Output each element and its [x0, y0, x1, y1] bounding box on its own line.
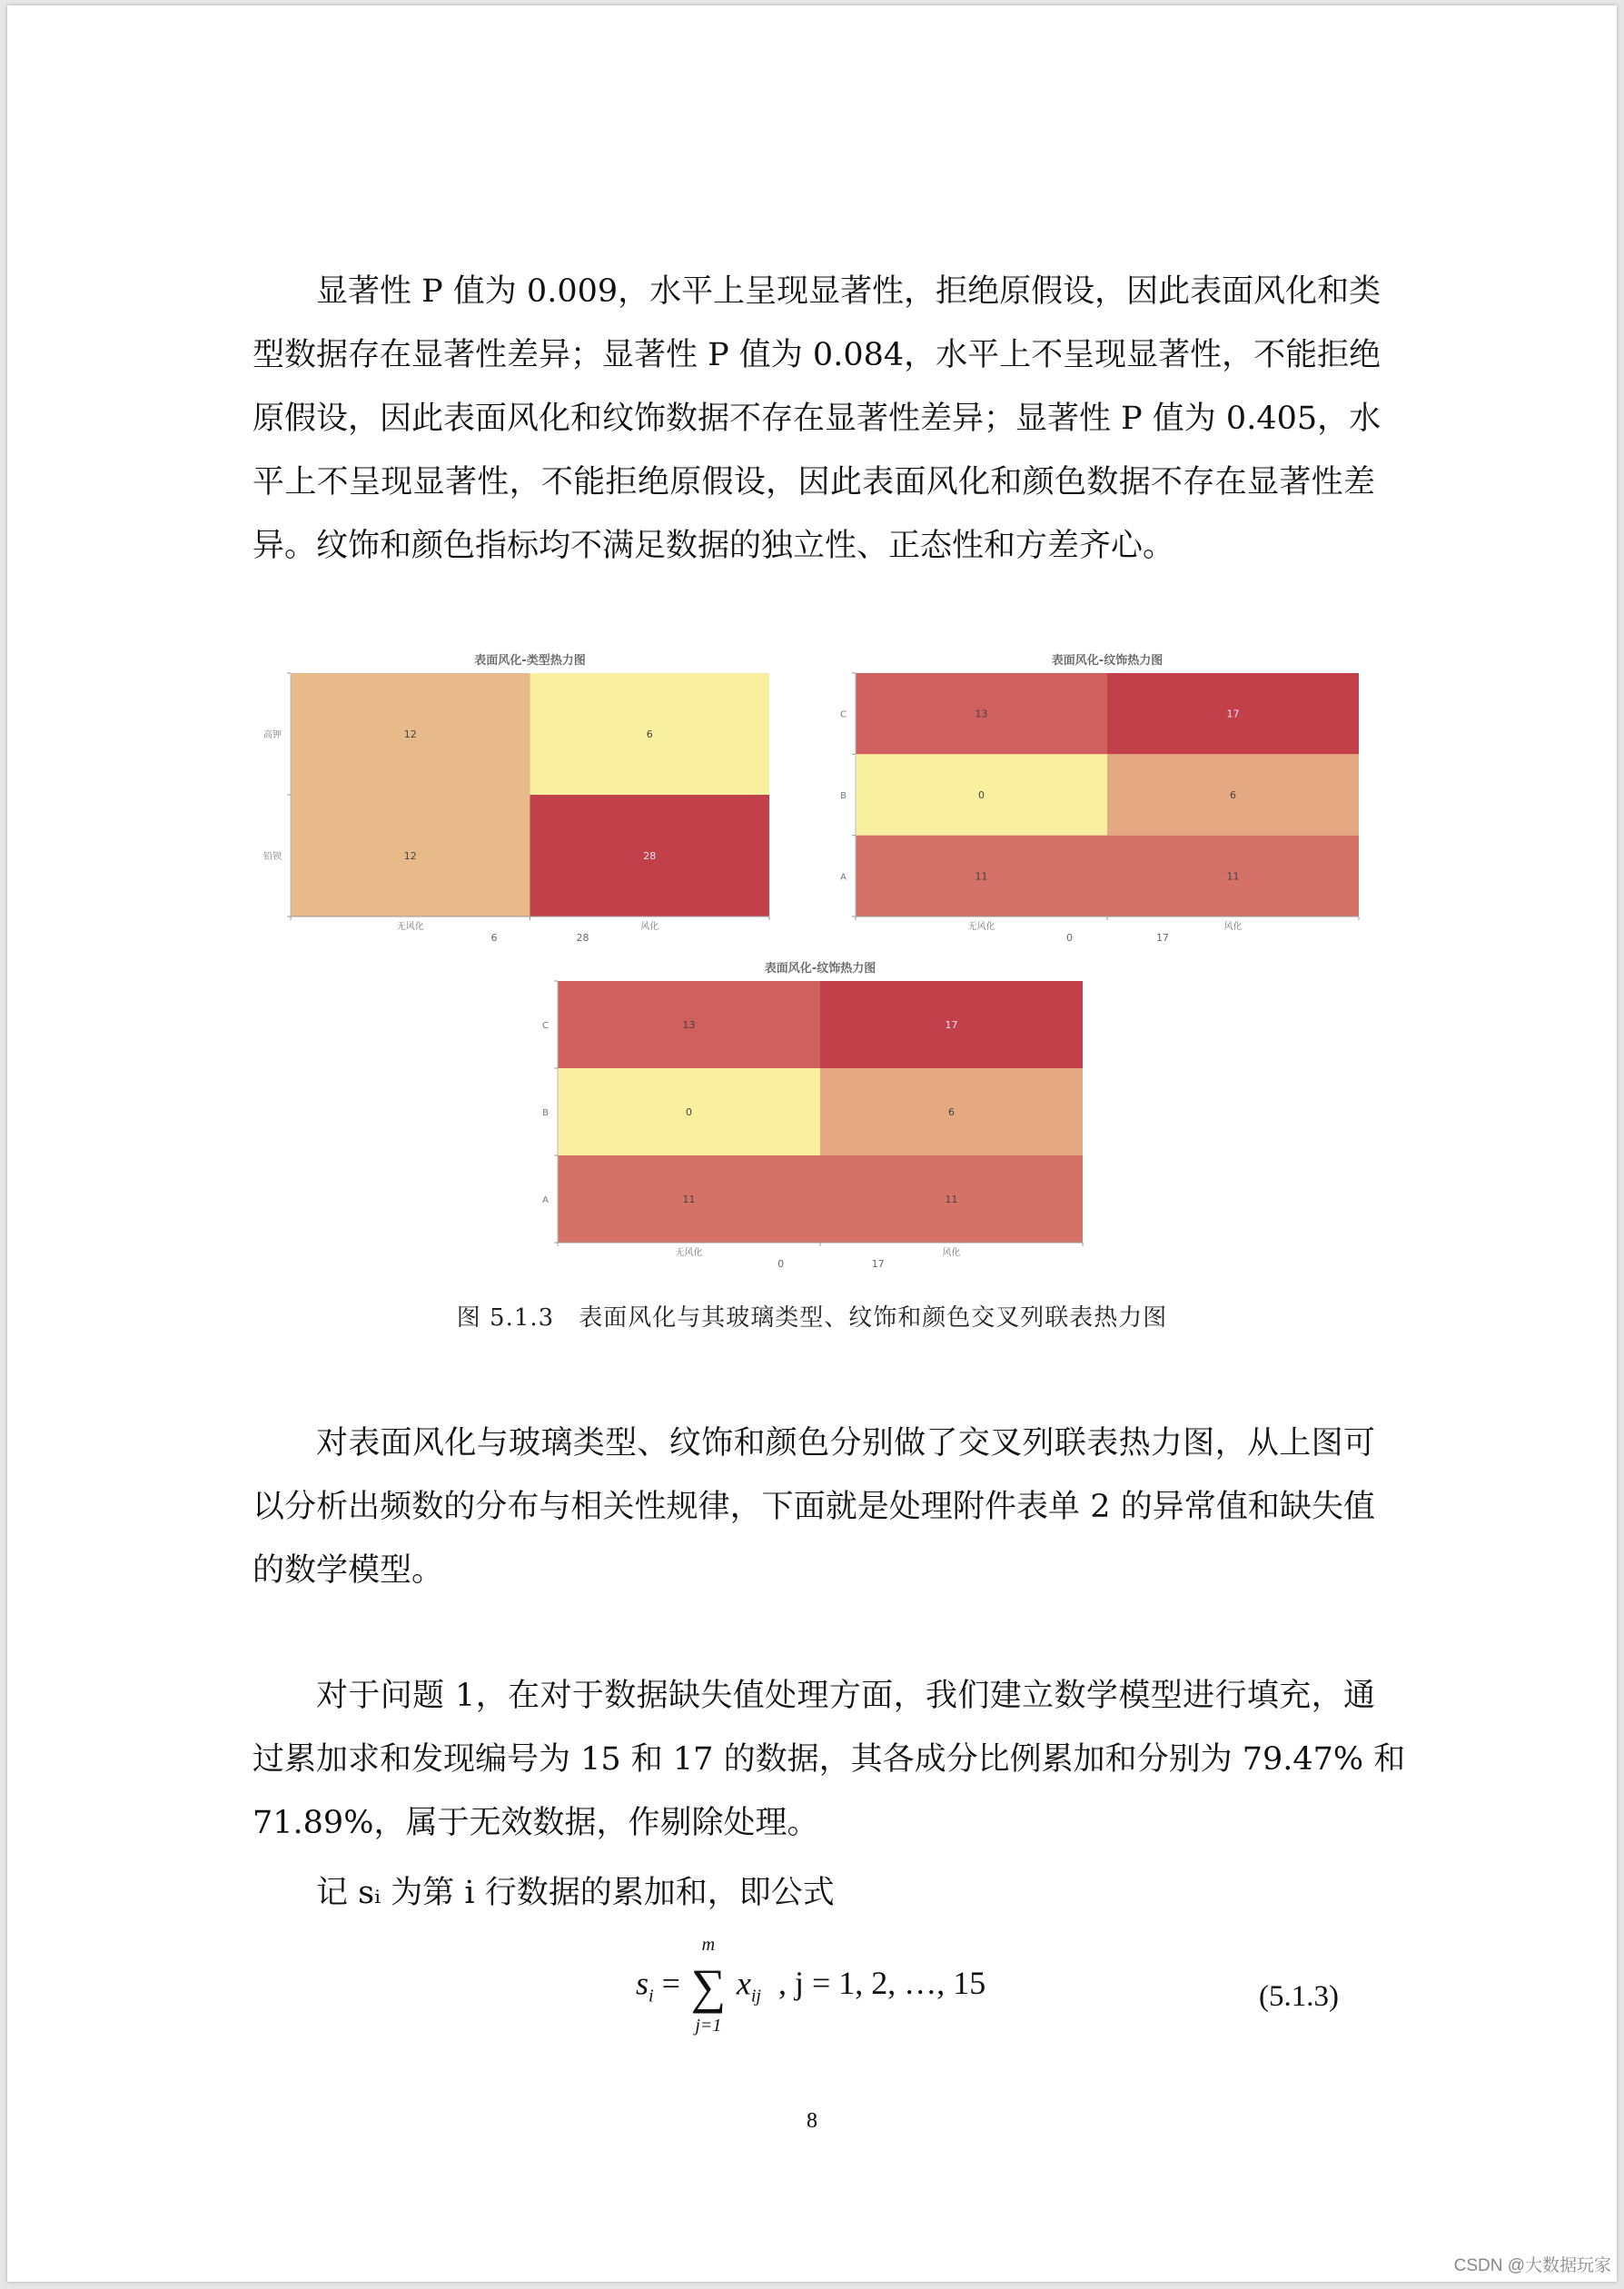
y-tick-label: C	[542, 1021, 549, 1031]
cell-value-label: 11	[945, 1194, 958, 1205]
formula-condition: , j = 1, 2, …, 15	[778, 1965, 986, 2002]
chart-title: 表面风化-类型热力图	[474, 654, 586, 668]
extra-x-label: 17	[871, 1258, 885, 1270]
y-tick-label: 高钾	[263, 730, 282, 740]
sum-symbol: m ∑ j=1	[688, 1962, 728, 2011]
y-tick-label: A	[542, 1195, 549, 1205]
extra-x-label: 17	[1155, 932, 1169, 944]
x-tick-label: 无风化	[675, 1248, 703, 1258]
y-tick-label: C	[840, 709, 847, 720]
cell-value-label: 28	[643, 850, 657, 862]
formula-lhs-sub: i	[649, 1986, 654, 2007]
x-tick-label: 无风化	[967, 922, 995, 932]
heatmap-weathering-pattern-2	[542, 962, 1083, 1270]
text-line: 对于问题 1，在对于数据缺失值处理方面，我们建立数学模型进行填充，通	[316, 1678, 1375, 1714]
formula-intro-text: 记 sᵢ 为第 i 行数据的累加和，即公式	[316, 1875, 835, 1911]
extra-x-label: 0	[1065, 932, 1073, 944]
y-tick-label: B	[840, 791, 847, 801]
x-tick-label: 风化	[640, 922, 659, 932]
formula-term-sub: ij	[750, 1986, 761, 2007]
cell-value-label: 17	[1226, 708, 1240, 720]
page-number: 8	[807, 2109, 817, 2133]
extra-x-label: 0	[777, 1258, 785, 1270]
text-line: 71.89%，属于无效数据，作剔除处理。	[253, 1805, 819, 1841]
cell-value-label: 6	[948, 1106, 955, 1118]
cell-value-label: 11	[682, 1194, 696, 1205]
cell-value-label: 13	[975, 708, 988, 720]
text-line: 的数学模型。	[253, 1552, 444, 1589]
chart-title: 表面风化-纹饰热力图	[1051, 654, 1164, 668]
cell-value-label: 6	[1230, 789, 1236, 801]
text-line: 过累加求和发现编号为 15 和 17 的数据，其各成分比例累加和分别为 79.47% 和	[253, 1741, 1406, 1778]
cell-value-label: 6	[646, 728, 653, 740]
cell-value-label: 0	[978, 789, 985, 801]
formula-5-1-3: $s_i$ = m ∑ j=1 $x_{ij}$ , j = 1, 2, …, 15	[636, 1935, 986, 2036]
text-line: 型数据存在显著性差异；显著性 P 值为 0.084，水平上不呈现显著性，不能拒绝	[253, 337, 1381, 373]
sum-upper: m	[701, 1935, 716, 1955]
y-tick-label: A	[840, 872, 847, 883]
text-line: 以分析出频数的分布与相关性规律，下面就是处理附件表单 2 的异常值和缺失值	[253, 1489, 1375, 1525]
text-line: 原假设，因此表面风化和纹饰数据不存在显著性差异；显著性 P 值为 0.405，水	[253, 401, 1381, 437]
heatmap-weathering-pattern	[840, 654, 1359, 944]
cell-value-label: 12	[403, 728, 417, 740]
chart-title: 表面风化-纹饰热力图	[764, 962, 876, 976]
cell-value-label: 13	[682, 1019, 696, 1031]
cell-value-label: 12	[403, 850, 417, 862]
sum-lower: j=1	[695, 2016, 722, 2036]
formula-lhs: s	[636, 1965, 649, 2002]
heatmap-weathering-type	[263, 654, 769, 944]
watermark: CSDN @大数据玩家	[1453, 2256, 1611, 2275]
cell-value-label: 17	[945, 1019, 958, 1031]
cell-value-label: 0	[686, 1106, 692, 1118]
extra-x-label: 6	[490, 932, 498, 944]
text-line: 显著性 P 值为 0.009，水平上呈现显著性，拒绝原假设，因此表面风化和类	[316, 273, 1381, 310]
y-tick-label: B	[542, 1108, 549, 1118]
figure-caption: 图 5.1.3 表面风化与其玻璃类型、纹饰和颜色交叉列联表热力图	[456, 1304, 1168, 1332]
y-tick-label: 铅钡	[263, 852, 282, 862]
equation-number: (5.1.3)	[1259, 1980, 1339, 2013]
text-line: 平上不呈现显著性，不能拒绝原假设，因此表面风化和颜色数据不存在显著性差	[253, 464, 1375, 500]
cell-value-label: 11	[975, 870, 988, 883]
extra-x-label: 28	[576, 932, 589, 944]
text-line: 对表面风化与玻璃类型、纹饰和颜色分别做了交叉列联表热力图，从上图可	[316, 1425, 1375, 1462]
formula-term: x	[736, 1965, 751, 2002]
x-tick-label: 风化	[942, 1248, 961, 1258]
x-tick-label: 无风化	[396, 922, 424, 932]
x-tick-label: 风化	[1223, 922, 1243, 932]
cell-value-label: 11	[1226, 870, 1240, 883]
paragraph-formula-intro	[316, 1873, 1375, 1913]
text-line: 异。纹饰和颜色指标均不满足数据的独立性、正态性和方差齐心。	[253, 528, 1175, 564]
